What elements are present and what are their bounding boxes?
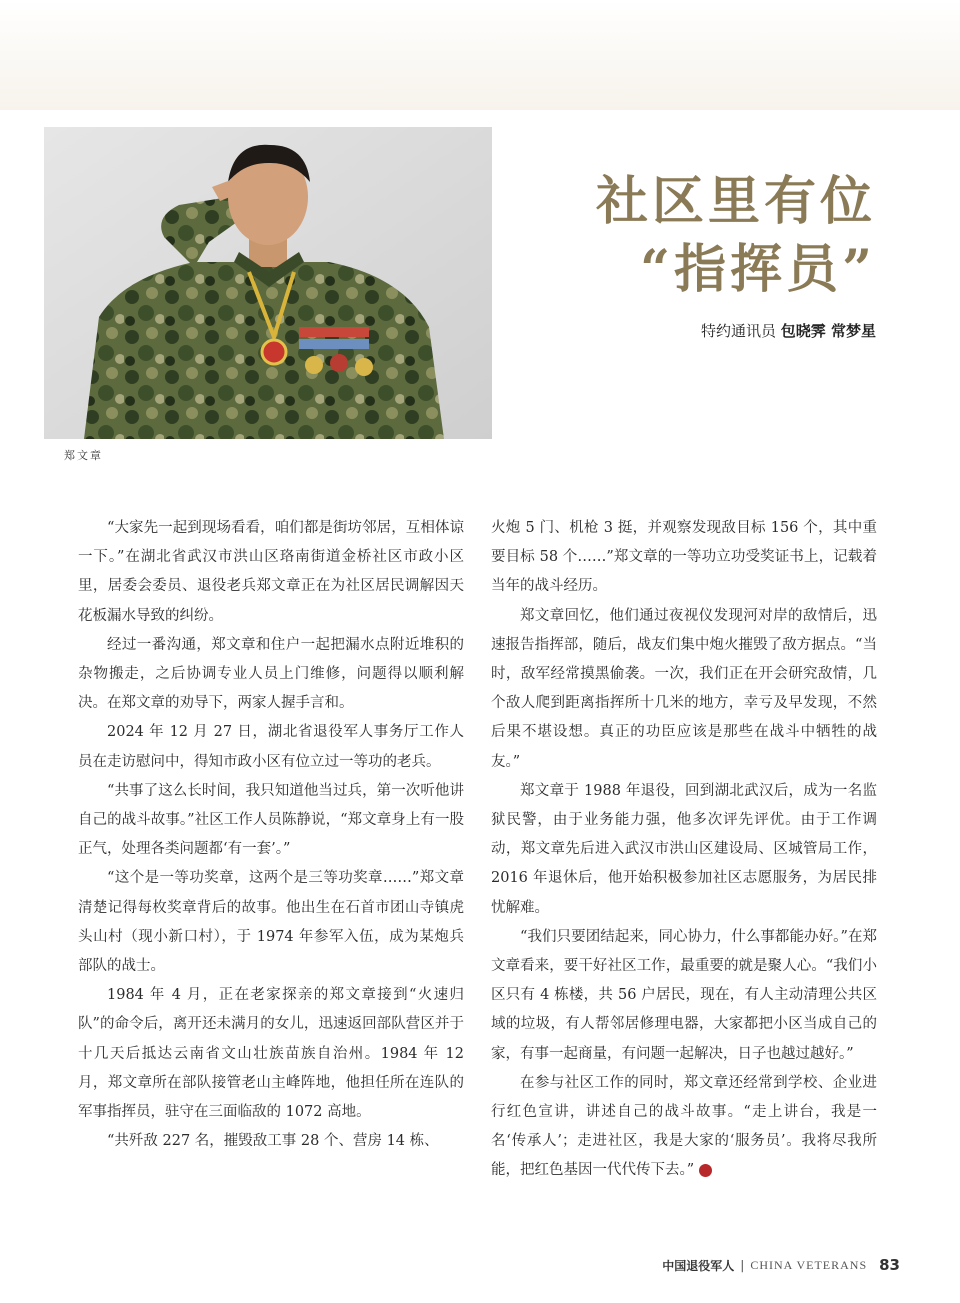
- magazine-name-en: CHINA VETERANS: [750, 1257, 868, 1272]
- title-line-2: “指挥员”: [640, 239, 876, 300]
- title-line-1: 社区里有位: [595, 171, 876, 232]
- paragraph: 2024 年 12 月 27 日，湖北省退役军人事务厅工作人员在走访慰问中，得知市政小区有位立过一等功的老兵。: [78, 724, 464, 770]
- paragraph: “这个是一等功奖章，这两个是三等功奖章……”郑文章清楚记得每枚奖章背后的故事。他出生在石首市团山寺镇虎头山村（现小新口村），于 1974 年参军入伍，成为某炮兵部队的战士。: [78, 870, 464, 975]
- paragraph: “共事了这么长时间，我只知道他当过兵，第一次听他讲自己的战斗故事。”社区工作人员陈静说，“郑文章身上有一股正气，处理各类问题都‘有一套’。”: [78, 782, 464, 858]
- paragraph: “共歼敌 227 名，摧毁敌工事 28 个、营房 14 栋、: [107, 1133, 439, 1150]
- veteran-saluting-photo: [44, 127, 492, 439]
- paragraph: 郑文章于 1988 年退役，回到湖北武汉后，成为一名监狱民警，由于业务能力强，他多次评先评优。由于工作调动，郑文章先后进入武汉市洪山区建设局、区城管局工作，2016 年退休后，他开始积极参加社区志愿服务，为居民排忧解难。: [491, 782, 877, 916]
- photo-caption: 郑文章: [64, 449, 103, 462]
- byline: [701, 320, 876, 341]
- page-footer: [662, 1256, 900, 1274]
- paragraph: “大家先一起到现场看看，咱们都是街坊邻居，互相体谅一下。”在湖北省武汉市洪山区珞南街道金桥社区市政小区里，居委会委员、退役老兵郑文章正在为社区居民调解因天花板漏水导致的纠纷。: [78, 520, 464, 624]
- article-title: [516, 168, 876, 304]
- paragraph-final: [491, 1069, 877, 1186]
- paragraph-continued: 火炮 5 门、机枪 3 挺，并观察发现敌目标 156 个，其中重要目标 58 个……”郑文章的一等功立功受奖证书上，记载着当年的战斗经历。: [491, 520, 877, 595]
- top-background-band: [0, 0, 960, 110]
- byline-prefix: 特约通讯员: [700, 322, 776, 340]
- final-paragraph-text: 在参与社区工作的同时，郑文章还经常到学校、企业进行红色宣讲，讲述自己的战斗故事。“走上讲台，我是一名‘传承人’；走进社区，我是大家的‘服务员’。我将尽我所能，把红色基因一代代传下去。”: [491, 1074, 877, 1179]
- page-number: 83: [879, 1256, 900, 1274]
- paragraph: 1984 年 4 月，正在老家探亲的郑文章接到“火速归队”的命令后，离开还未满月的女儿，迅速返回部队营区并于十几天后抵达云南省文山壮族苗族自治州。1984 年 12 月，郑文章所在部队接管老山主峰阵地，他担任所在连队的军事指挥员，驻守在三面临敌的 1072 高地。: [78, 987, 464, 1121]
- left-text-column: [78, 514, 464, 1156]
- byline-authors: 包晓霁 常梦星: [780, 322, 876, 340]
- right-text-column: [491, 514, 877, 1186]
- paragraph: “我们只要团结起来，同心协力，什么事都能办好。”在郑文章看来，要干好社区工作，最重要的就是聚人心。“我们小区只有 4 栋楼，共 56 户居民，现在，有人主动清理公共区域的垃圾，有人帮邻居修理电器，大家都把小区当成自己的家，有事一起商量，有问题一起解决，日子也越过越好。”: [491, 928, 877, 1062]
- magazine-name-cn: 中国退役军人: [662, 1258, 735, 1273]
- paragraph: 郑文章回忆，他们通过夜视仪发现河对岸的敌情后，迅速报告指挥部，随后，战友们集中炮火摧毁了敌方据点。“当时，敌军经常摸黑偷袭。一次，我们正在开会研究敌情，几个敌人爬到距离指挥所十几米的地方，幸亏及早发现，不然后果不堪设想。真正的功臣应该是那些在战斗中牺牲的战友。”: [491, 607, 877, 770]
- paragraph: 经过一番沟通，郑文章和住户一起把漏水点附近堆积的杂物搬走，之后协调专业人员上门维修，问题得以顺利解决。在郑文章的劝导下，两家人握手言和。: [78, 636, 464, 712]
- end-of-article-icon: V: [699, 1164, 712, 1177]
- footer-separator: |: [740, 1258, 745, 1272]
